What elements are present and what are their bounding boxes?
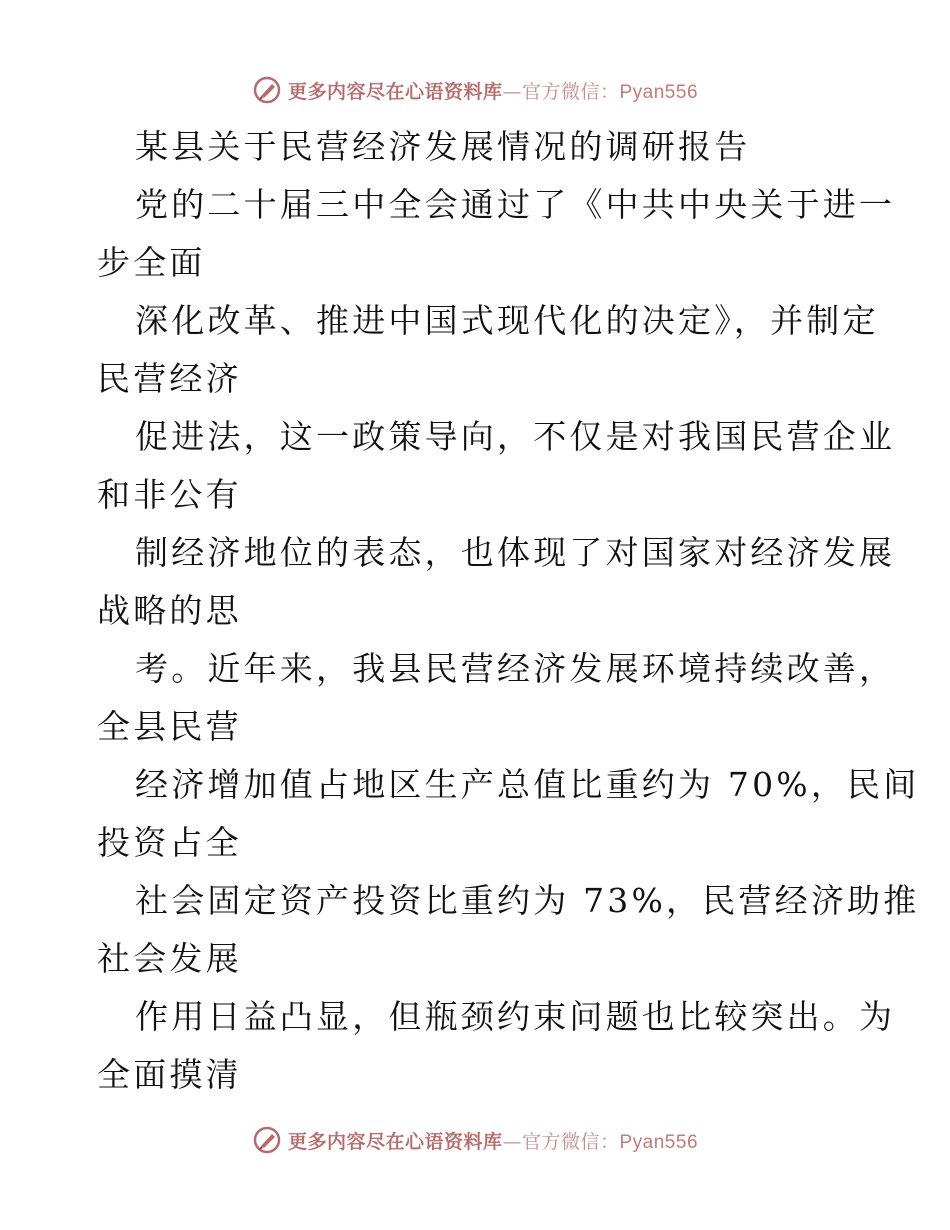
text-line: 民营经济 (97, 359, 242, 398)
text-line: 考。近年来，我县民营经济发展环境持续改善， (135, 649, 896, 688)
text-line: 促进法，这一政策导向，不仅是对我国民营企业 (135, 417, 896, 456)
watermark-wechat-id: Pyan556 (619, 81, 699, 103)
pen-logo-icon (252, 1125, 282, 1155)
watermark-dash: — (502, 80, 522, 103)
text-line: 经济增加值占地区生产总值比重约为 70%，民间 (135, 765, 920, 804)
text-line: 全面摸清 (97, 1055, 242, 1094)
text-line: 制经济地位的表态，也体现了对国家对经济发展 (135, 533, 896, 572)
pen-logo-icon (252, 75, 282, 105)
watermark-wechat-id: Pyan556 (619, 1131, 699, 1153)
text-line: 全县民营 (97, 707, 242, 746)
text-line: 深化改革、推进中国式现代化的决定》，并制定 (135, 301, 879, 340)
header-watermark (0, 72, 950, 108)
text-line: 作用日益凸显，但瓶颈约束问题也比较突出。为 (135, 997, 896, 1036)
text-line: 投资占全 (97, 823, 242, 862)
text-line: 社会固定资产投资比重约为 73%，民营经济助推 (135, 881, 920, 920)
document-title: 某县关于民营经济发展情况的调研报告 (135, 127, 751, 166)
watermark-official-label: 官方微信： (521, 1130, 620, 1153)
text-line: 战略的思 (97, 591, 242, 630)
text-line: 党的二十届三中全会通过了《中共中央关于进一 (135, 185, 896, 224)
text-line: 社会发展 (97, 939, 242, 978)
watermark-official-label: 官方微信： (521, 80, 620, 103)
text-line: 步全面 (97, 243, 206, 282)
watermark-main-text: 更多内容尽在心语资料库 (287, 80, 503, 103)
text-line: 和非公有 (97, 475, 242, 514)
watermark-dash: — (502, 1130, 522, 1153)
watermark-main-text: 更多内容尽在心语资料库 (287, 1130, 503, 1153)
document-body (97, 118, 920, 1104)
footer-watermark (0, 1122, 950, 1158)
